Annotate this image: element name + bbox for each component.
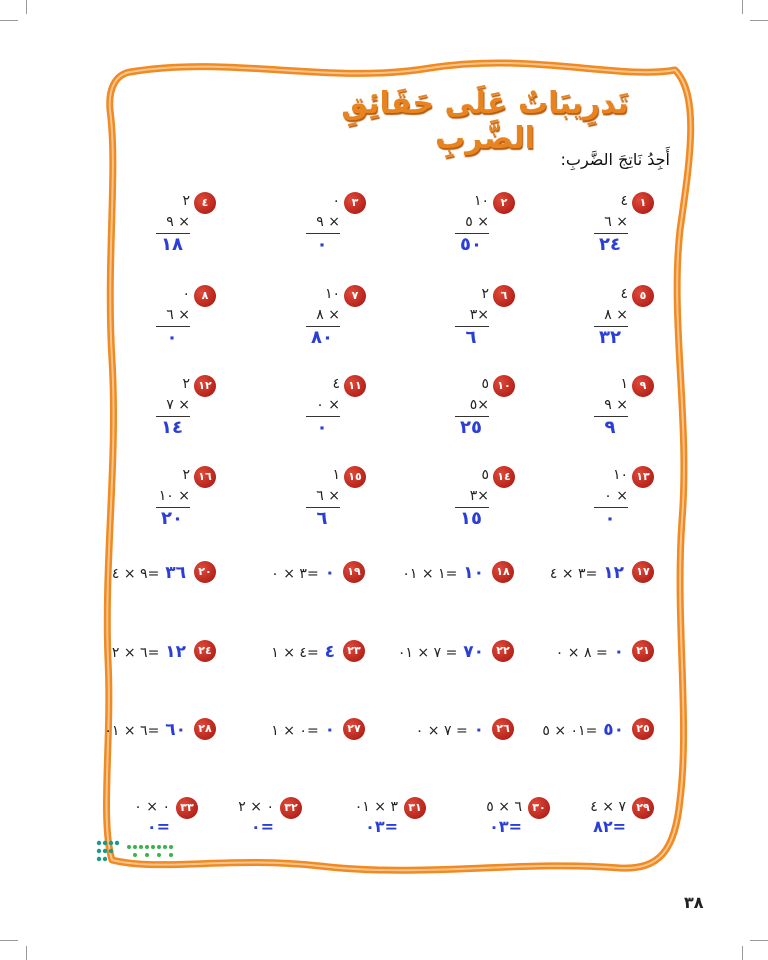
problem-number-badge: ٤	[194, 192, 216, 214]
page-number: ٣٨	[684, 893, 704, 912]
multiplier: ٦ ×	[166, 307, 190, 323]
problem-number-badge: ١٨	[492, 561, 514, 583]
answer: ٨٠	[311, 327, 333, 348]
multiplier: ٨ ×	[604, 307, 628, 323]
answer: ٦	[465, 327, 477, 348]
answer: ٣٦	[159, 563, 186, 583]
multiplicand: ١	[332, 467, 340, 483]
multiplicand: ٤	[620, 193, 628, 209]
answer: ٠=	[250, 817, 274, 836]
multiplier: ٣×	[469, 488, 489, 504]
problem-number-badge: ٢٨	[194, 718, 216, 740]
multiplicand: ١	[620, 376, 628, 392]
problem-number-badge: ٣١	[404, 797, 426, 819]
multiplier: ٥ ×	[465, 214, 489, 230]
expression-text: =٦ × ٠١	[104, 723, 160, 739]
expression-text: =١ × ٠١	[402, 566, 458, 582]
expression-text: =٤ × ١	[271, 645, 319, 661]
answer: ٠	[318, 563, 335, 583]
answer: ٤	[318, 642, 335, 662]
problem-number-badge: ١	[632, 192, 654, 214]
problem-number-badge: ٣	[344, 192, 366, 214]
problem-expression	[542, 720, 624, 740]
answer: ١٢	[159, 642, 186, 662]
problem-number-badge: ١٦	[194, 466, 216, 488]
problem-number-badge: ١٧	[632, 561, 654, 583]
problem-expression	[271, 720, 335, 740]
problem-expression	[271, 642, 335, 662]
problem-number-badge: ٢	[493, 192, 515, 214]
expression-text: =٣ × ٤	[549, 566, 598, 582]
answer: ٠	[316, 417, 328, 438]
answer: ٢٠	[161, 508, 183, 529]
problem-expression	[556, 642, 624, 662]
multiplicand: ١٠	[324, 286, 340, 302]
answer: ٩	[604, 417, 616, 438]
expression-text: =٣ × ٠	[271, 566, 319, 582]
multiplicand: ٠	[182, 286, 190, 302]
multiplier: ٦ ×	[316, 488, 340, 504]
problem-number-badge: ٦	[493, 285, 515, 307]
problem-number-badge: ٢٠	[194, 561, 216, 583]
problem-expression	[112, 563, 186, 583]
answer: ٠٣=	[365, 817, 398, 836]
problem-expression	[402, 563, 484, 583]
problem-number-badge: ٧	[344, 285, 366, 307]
answer: ٠	[607, 642, 624, 662]
answer: ٠	[604, 508, 616, 529]
answer: ١٠	[457, 563, 484, 583]
problem-number-badge: ٢١	[632, 640, 654, 662]
problem-number-badge: ١٩	[343, 561, 365, 583]
answer: ١٢	[597, 563, 624, 583]
instruction: أَجِدُ نَاتِجَ الضَّربِ:	[560, 150, 670, 169]
problem-number-badge: ٥	[632, 285, 654, 307]
problem-expression	[416, 720, 484, 740]
multiplier: ٠ ×	[604, 488, 628, 504]
multiplicand: ٥	[481, 376, 489, 392]
problem-number-badge: ٩	[632, 375, 654, 397]
expression-text: ٦ × ٥	[486, 799, 522, 815]
problem-number-badge: ٢٧	[343, 718, 365, 740]
problem-expression	[271, 563, 335, 583]
expression-text: =٠ × ١	[271, 723, 319, 739]
multiplier: ٩ ×	[316, 214, 340, 230]
multiplier: ٥×	[469, 397, 489, 413]
answer: ٠	[316, 234, 328, 255]
multiplicand: ٥	[481, 467, 489, 483]
problem-expression	[104, 720, 186, 740]
answer: ٧٠	[457, 642, 484, 662]
answer: ١٨	[161, 234, 183, 255]
problem-number-badge: ١٢	[194, 375, 216, 397]
answer: ٠٣=	[489, 817, 522, 836]
answer: ١٥	[460, 508, 482, 529]
problem-number-badge: ٢٥	[632, 718, 654, 740]
answer: ٠=	[146, 817, 170, 836]
answer: ٠	[318, 720, 335, 740]
problem-number-badge: ٢٦	[492, 718, 514, 740]
problem-number-badge: ١١	[344, 375, 366, 397]
multiplicand: ٢	[182, 193, 190, 209]
expression-text: ٠ × ٠	[134, 799, 170, 815]
page-title: تَدرِيبَاتٌ عَلَى حَقَائِقِ الضَّربِ	[341, 86, 629, 156]
multiplier: ٨ ×	[316, 307, 340, 323]
problem-number-badge: ٣٢	[280, 797, 302, 819]
multiplier: ٧ ×	[166, 397, 190, 413]
expression-text: =٩ × ٤	[111, 566, 160, 582]
problem-number-badge: ٢٢	[492, 640, 514, 662]
ministry-logo	[95, 835, 185, 863]
answer: ٠	[166, 327, 178, 348]
problem-number-badge: ٣٣	[176, 797, 198, 819]
answer: ٥٠	[597, 720, 624, 740]
multiplicand: ٢	[481, 286, 489, 302]
expression-text: = ٧ × ٠١	[397, 645, 458, 661]
problem-number-badge: ٨	[194, 285, 216, 307]
answer: ٥٠	[460, 234, 482, 255]
expression-text: =٦ × ٢	[111, 645, 160, 661]
multiplicand: ١٠	[473, 193, 489, 209]
answer: ٦	[316, 508, 328, 529]
multiplier: ٩ ×	[604, 397, 628, 413]
problem-number-badge: ٢٣	[343, 640, 365, 662]
answer: ٢٥	[460, 417, 482, 438]
multiplicand: ٤	[620, 286, 628, 302]
multiplicand: ٤	[332, 376, 340, 392]
multiplicand: ٢	[182, 467, 190, 483]
problem-number-badge: ٢٩	[632, 797, 654, 819]
multiplicand: ١٠	[612, 467, 628, 483]
answer: ٣٢	[599, 327, 621, 348]
problem-expression	[398, 642, 484, 662]
problem-expression	[550, 563, 624, 583]
problem-number-badge: ١٠	[493, 375, 515, 397]
answer: ٠	[467, 720, 484, 740]
multiplicand: ٠	[332, 193, 340, 209]
expression-text: ٧ × ٤	[590, 799, 626, 815]
problem-number-badge: ٢٤	[194, 640, 216, 662]
problem-number-badge: ٣٠	[528, 797, 550, 819]
multiplier: ١٠ ×	[158, 488, 190, 504]
problem-number-badge: ١٤	[493, 466, 515, 488]
expression-text: ٠ × ٢	[238, 799, 274, 815]
answer: ٦٠	[159, 720, 186, 740]
answer: ٨٢=	[593, 817, 626, 836]
answer: ٢٤	[599, 234, 621, 255]
answer: ١٤	[161, 417, 183, 438]
problem-number-badge: ١٥	[344, 466, 366, 488]
expression-text: = ٧ × ٠	[415, 723, 468, 739]
multiplier: ٦ ×	[604, 214, 628, 230]
problem-expression	[112, 642, 186, 662]
multiplicand: ٢	[182, 376, 190, 392]
expression-text: =٠١ × ٥	[542, 723, 598, 739]
expression-text: ٣ × ٠١	[354, 799, 398, 815]
problem-number-badge: ١٣	[632, 466, 654, 488]
multiplier: ٩ ×	[166, 214, 190, 230]
multiplier: ٣×	[469, 307, 489, 323]
expression-text: = ٨ × ٠	[555, 645, 608, 661]
multiplier: ٠ ×	[316, 397, 340, 413]
